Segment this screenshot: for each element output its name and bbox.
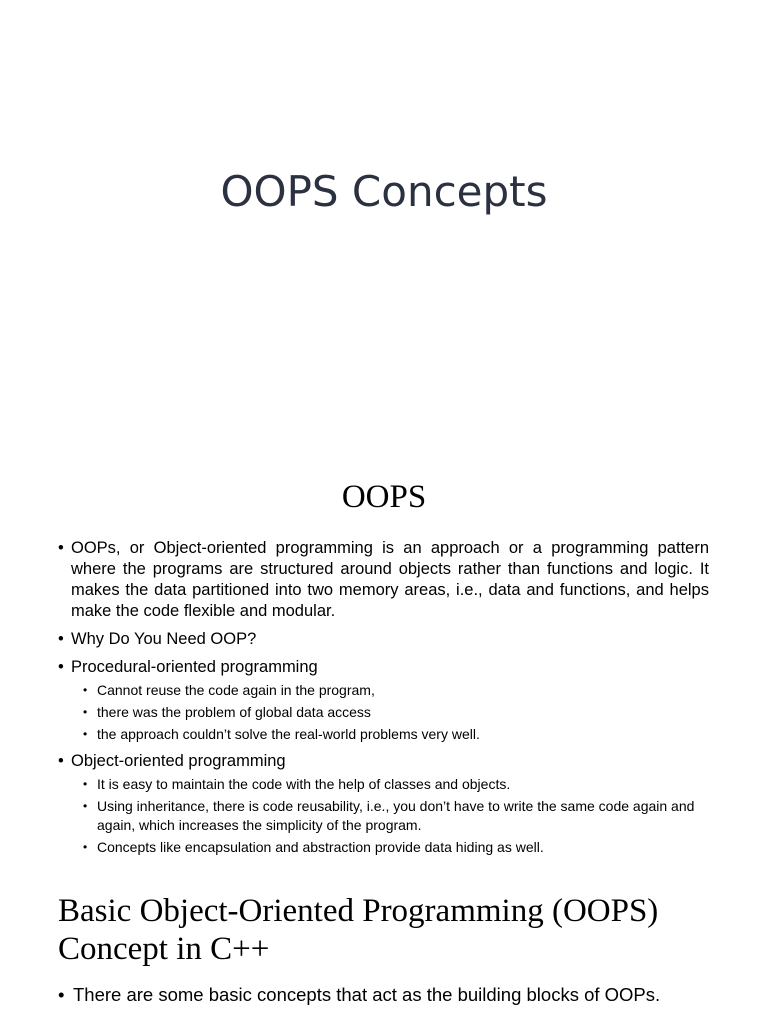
bullet-item: [58, 629, 709, 650]
oops-slide: [0, 440, 768, 880]
bullet-list: [58, 538, 709, 864]
sub-bullet-item: • Cannot reuse the code again in the program,: [83, 681, 709, 700]
presentation-title: OOPS Concepts: [220, 167, 548, 216]
sub-bullet-item: • there was the problem of global data access: [83, 703, 709, 722]
sub-bullet-list: [71, 775, 709, 857]
title-slide: [0, 0, 768, 440]
cpp-concepts-slide: [0, 880, 768, 1024]
sub-bullet-item: • Concepts like encapsulation and abstraction provide data hiding as well.: [83, 838, 709, 857]
sub-bullet-item: • the approach couldn’t solve the real-world problems very well.: [83, 725, 709, 744]
sub-bullet-item: • It is easy to maintain the code with the help of classes and objects.: [83, 775, 709, 794]
slide-heading: OOPS: [341, 479, 427, 515]
bullet-item: [58, 657, 709, 744]
bullet-text: Object-oriented programming: [71, 752, 286, 770]
sub-bullet-list: [71, 681, 709, 744]
bullet-item: • There are some basic concepts that act as the building blocks of OOPs.: [58, 984, 709, 1006]
slide-heading: Basic Object-Oriented Programming (OOPS) Concept in C++: [58, 893, 659, 967]
bullet-list: [58, 984, 709, 1006]
bullet-text: Why Do You Need OOP?: [71, 630, 257, 648]
bullet-text: OOPs, or Object-oriented programming is an approach or a programming pattern where the programs are structured around objects rather than functions and logic. It makes the data partitioned into two memory areas, i.e., data and functions, and helps make the code flexible and modular.: [71, 539, 709, 620]
bullet-item: [58, 538, 709, 622]
bullet-text: Procedural-oriented programming: [71, 658, 318, 676]
sub-bullet-item: • Using inheritance, there is code reusability, i.e., you don’t have to write the same code again and again, which increases the simplicity of the program.: [83, 797, 709, 835]
bullet-item: [58, 751, 709, 857]
